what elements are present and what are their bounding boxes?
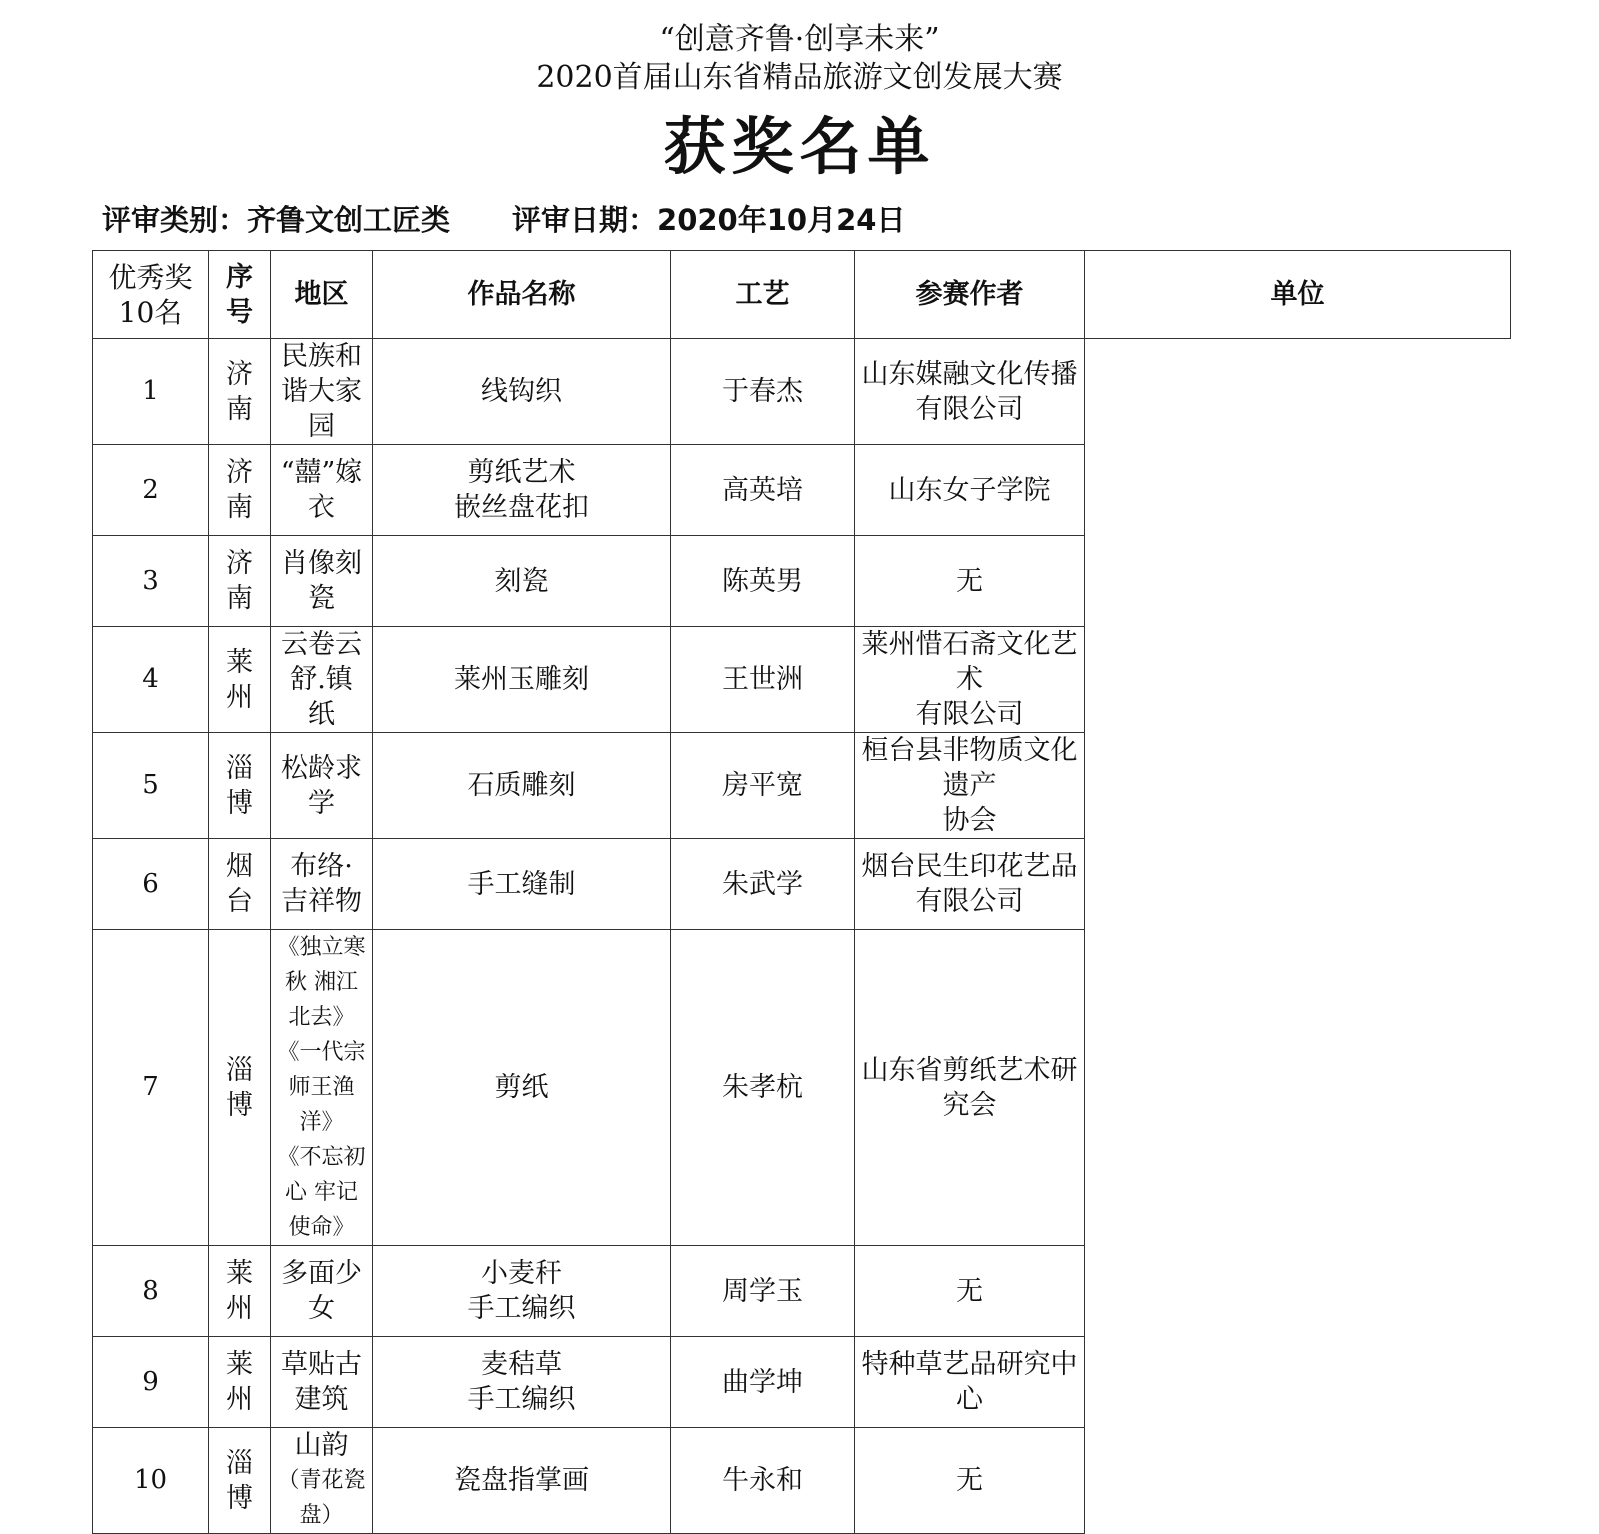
table-row <box>93 445 1511 536</box>
table-row <box>93 1428 1511 1534</box>
cell-index: 7 <box>93 930 209 1246</box>
cell-unit <box>855 627 1085 733</box>
cell-region: 莱州 <box>209 1246 271 1337</box>
cell-index: 1 <box>93 339 209 445</box>
cell-craft-line: 嵌丝盘花扣 <box>454 492 589 523</box>
cell-unit-line: 有限公司 <box>915 886 1024 917</box>
cell-unit-line: 莱州惜石斋文化艺术 <box>861 629 1078 695</box>
cell-craft-line: 线钩织 <box>481 376 562 407</box>
cell-index: 10 <box>93 1428 209 1534</box>
column-header-craft: 工艺 <box>671 251 855 339</box>
cell-work <box>271 445 373 536</box>
cell-work-line: 草贴古建筑 <box>281 1349 362 1415</box>
cell-craft-line: 剪纸艺术 <box>467 457 576 488</box>
cell-unit <box>855 1337 1085 1428</box>
cell-craft <box>373 839 671 930</box>
cell-work <box>271 627 373 733</box>
cell-work-line: 民族和谐大家园 <box>281 341 362 442</box>
cell-unit <box>855 733 1085 839</box>
cell-region: 济南 <box>209 339 271 445</box>
cell-author: 周学玉 <box>671 1246 855 1337</box>
cell-index: 6 <box>93 839 209 930</box>
cell-author: 朱孝杭 <box>671 930 855 1246</box>
cell-index: 4 <box>93 627 209 733</box>
awards-table <box>92 250 1511 1534</box>
review-meta <box>102 200 905 240</box>
table-row <box>93 1246 1511 1337</box>
cell-region: 淄博 <box>209 733 271 839</box>
cell-craft <box>373 1246 671 1337</box>
cell-unit <box>855 839 1085 930</box>
cell-craft-line: 石质雕刻 <box>467 770 576 801</box>
cell-author: 曲学坤 <box>671 1337 855 1428</box>
cell-unit <box>855 1428 1085 1534</box>
cell-unit <box>855 445 1085 536</box>
cell-craft-line: 麦秸草 <box>481 1349 562 1380</box>
cell-unit-line: 山东省剪纸艺术研究会 <box>861 1054 1078 1121</box>
cell-region: 莱州 <box>209 1337 271 1428</box>
contest-name: 2020首届山东省精品旅游文创发展大赛 <box>536 60 1063 95</box>
cell-unit-line: 烟台民生印花艺品 <box>861 851 1078 882</box>
cell-craft <box>373 1337 671 1428</box>
table-row <box>93 1337 1511 1428</box>
cell-unit-line: 有限公司 <box>915 393 1024 425</box>
cell-craft <box>373 930 671 1246</box>
cell-unit-line: 山东媒融文化传播 <box>861 358 1078 390</box>
cell-region: 济南 <box>209 445 271 536</box>
cell-work-line: 《不忘初心 牢记使命》 <box>277 1145 366 1240</box>
cell-craft <box>373 445 671 536</box>
cell-work-line: 肖像刻瓷 <box>281 548 362 614</box>
page-title: 获奖名单 <box>663 110 936 183</box>
cell-region: 淄博 <box>209 1428 271 1534</box>
table-row <box>93 339 1511 445</box>
cell-unit-line: 无 <box>956 1275 983 1307</box>
cell-index: 3 <box>93 536 209 627</box>
cell-craft <box>373 536 671 627</box>
column-header-author: 参赛作者 <box>855 251 1085 339</box>
cell-unit-line: 山东女子学院 <box>888 474 1051 506</box>
table-row <box>93 627 1511 733</box>
cell-craft-line: 手工编织 <box>467 1293 576 1324</box>
cell-craft <box>373 1428 671 1534</box>
cell-craft-line: 刻瓷 <box>494 565 549 597</box>
award-level-cell <box>93 251 209 339</box>
cell-work-line: 松龄求学 <box>281 752 362 819</box>
cell-craft <box>373 733 671 839</box>
cell-work <box>271 1428 373 1534</box>
cell-work-line: （青花瓷盘） <box>277 1468 366 1528</box>
cell-craft-line: 剪纸 <box>494 1072 549 1103</box>
cell-author: 房平宽 <box>671 733 855 839</box>
table-row <box>93 930 1511 1246</box>
cell-work <box>271 839 373 930</box>
column-header-unit: 单位 <box>1085 251 1511 339</box>
cell-craft <box>373 339 671 445</box>
cell-work-line: “囍”嫁衣 <box>280 457 363 523</box>
cell-work-line: 多面少女 <box>281 1258 362 1324</box>
contest-slogan: “创意齐鲁·创享未来” <box>659 22 940 57</box>
cell-craft-line: 手工缝制 <box>467 868 576 900</box>
column-header-index: 序 号 <box>209 251 271 339</box>
award-count: 10名 <box>118 295 183 329</box>
column-header-work: 作品名称 <box>373 251 671 339</box>
cell-work <box>271 536 373 627</box>
cell-craft-line: 小麦秆 <box>481 1258 562 1289</box>
cell-work-line: 云卷云舒.镇纸 <box>281 629 362 730</box>
cell-author: 陈英男 <box>671 536 855 627</box>
cell-author: 王世洲 <box>671 627 855 733</box>
cell-work <box>271 930 373 1246</box>
cell-region: 莱州 <box>209 627 271 733</box>
cell-unit-line: 协会 <box>942 805 997 836</box>
cell-unit-line: 桓台县非物质文化遗产 <box>861 735 1078 801</box>
cell-craft-line: 瓷盘指掌画 <box>454 1465 589 1496</box>
column-header-region: 地区 <box>271 251 373 339</box>
cell-work <box>271 1337 373 1428</box>
review-date: 评审日期：2020年10月24日 <box>512 203 906 237</box>
cell-author: 于春杰 <box>671 339 855 445</box>
cell-craft-line: 莱州玉雕刻 <box>454 664 589 695</box>
cell-work-line: 山韵 <box>294 1430 349 1461</box>
cell-index: 8 <box>93 1246 209 1337</box>
award-level: 优秀奖 <box>108 260 193 294</box>
table-row <box>93 536 1511 627</box>
cell-unit <box>855 339 1085 445</box>
cell-author: 朱武学 <box>671 839 855 930</box>
cell-region: 烟台 <box>209 839 271 930</box>
cell-unit-line: 无 <box>956 565 983 597</box>
cell-index: 5 <box>93 733 209 839</box>
review-category: 评审类别：齐鲁文创工匠类 <box>102 203 451 237</box>
cell-work <box>271 733 373 839</box>
cell-author: 高英培 <box>671 445 855 536</box>
cell-region: 济南 <box>209 536 271 627</box>
cell-unit <box>855 930 1085 1246</box>
cell-work-line: 布络·吉祥物 <box>281 851 362 917</box>
table-row <box>93 733 1511 839</box>
cell-index: 2 <box>93 445 209 536</box>
header-row <box>93 251 1511 339</box>
cell-region: 淄博 <box>209 930 271 1246</box>
table-row <box>93 839 1511 930</box>
cell-unit <box>855 1246 1085 1337</box>
cell-unit <box>855 536 1085 627</box>
cell-work <box>271 339 373 445</box>
cell-author: 牛永和 <box>671 1428 855 1534</box>
table-body <box>93 339 1511 1534</box>
cell-unit-line: 无 <box>956 1465 983 1496</box>
cell-work-line: 《独立寒秋 湘江北去》 <box>277 935 366 1030</box>
cell-work-line: 《一代宗师王渔洋》 <box>277 1040 366 1135</box>
cell-unit-line: 有限公司 <box>915 699 1024 730</box>
cell-index: 9 <box>93 1337 209 1428</box>
cell-work <box>271 1246 373 1337</box>
cell-craft <box>373 627 671 733</box>
cell-unit-line: 特种草艺品研究中心 <box>861 1349 1078 1415</box>
cell-craft-line: 手工编织 <box>467 1384 576 1415</box>
